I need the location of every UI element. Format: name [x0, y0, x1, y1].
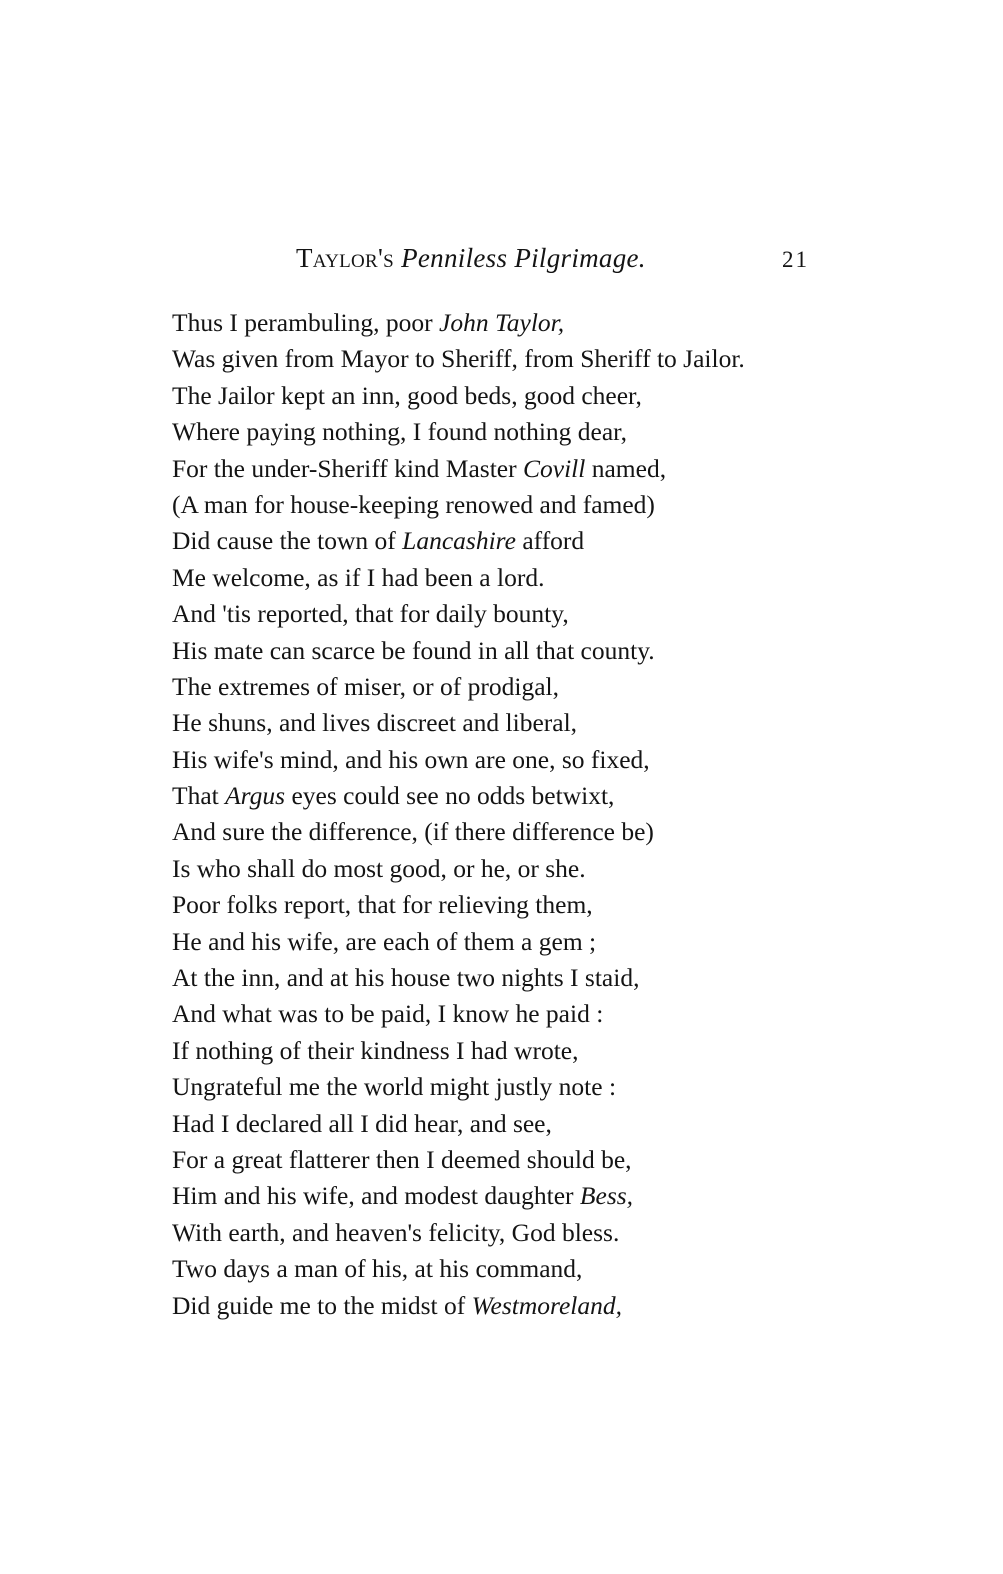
verse-text: Two days a man of his, at his command,	[172, 1254, 583, 1284]
title-author: Taylor's	[296, 243, 395, 273]
verse-italic-text: Bess,	[579, 1181, 634, 1211]
verse-text: named,	[585, 453, 667, 483]
verse-text: And 'tis reported, that for daily bounty,	[172, 599, 569, 629]
verse-italic-text: Westmoreland,	[471, 1290, 622, 1320]
verse-text: He and his wife, are each of them a gem ;	[172, 926, 597, 956]
verse-text: The Jailor kept an inn, good beds, good cheer,	[172, 380, 642, 410]
verse-text: He shuns, and lives discreet and liberal,	[172, 708, 578, 738]
verse-italic-text: Covill	[523, 453, 586, 483]
verse-line	[172, 1251, 832, 1287]
verse-line	[172, 1178, 832, 1214]
verse-line	[172, 633, 832, 669]
verse-text: For the under-Sheriff kind Master	[172, 453, 523, 483]
verse-line	[172, 1106, 832, 1142]
verse-text: The extremes of miser, or of prodigal,	[172, 671, 560, 701]
verse-line	[172, 742, 832, 778]
verse-line	[172, 960, 832, 996]
verse-text: And sure the difference, (if there difference be)	[172, 817, 654, 847]
verse-line	[172, 1033, 832, 1069]
verse-line	[172, 705, 832, 741]
verse-line	[172, 1215, 832, 1251]
verse-text: Did cause the town of	[172, 526, 403, 556]
verse-text: That	[172, 781, 226, 811]
verse-line	[172, 1069, 832, 1105]
title-work: Penniless Pilgrimage.	[401, 243, 646, 273]
verse-line	[172, 305, 832, 341]
verse-line	[172, 341, 832, 377]
verse-italic-text: Lancashire	[402, 526, 516, 556]
verse-text: Him and his wife, and modest daughter	[172, 1181, 580, 1211]
verse-text: And what was to be paid, I know he paid :	[172, 999, 604, 1029]
verse-italic-text: Argus	[225, 781, 286, 811]
verse-text: With earth, and heaven's felicity, God bless.	[172, 1217, 620, 1247]
verse-line	[172, 924, 832, 960]
running-header	[0, 243, 1003, 283]
verse-line	[172, 887, 832, 923]
verse-line	[172, 669, 832, 705]
verse-text: afford	[515, 526, 585, 556]
verse-italic-text: John Taylor,	[439, 308, 565, 337]
verse-text: Ungrateful me the world might justly note :	[172, 1072, 617, 1102]
verse-text: eyes could see no odds betwixt,	[285, 781, 615, 811]
verse-text: His wife's mind, and his own are one, so fixed,	[172, 744, 650, 774]
verse-line	[172, 778, 832, 814]
verse-text: (A man for house-keeping renowed and famed)	[172, 489, 655, 519]
verse-text: Had I declared all I did hear, and see,	[172, 1108, 552, 1138]
verse-body	[172, 305, 832, 1324]
verse-line	[172, 414, 832, 450]
verse-line	[172, 378, 832, 414]
verse-text: Is who shall do most good, or he, or she.	[172, 853, 586, 883]
verse-line	[172, 851, 832, 887]
verse-text: At the inn, and at his house two nights I staid,	[172, 963, 640, 993]
page-number: 21	[782, 247, 809, 272]
verse-text: For a great flatterer then I deemed should be,	[172, 1144, 632, 1174]
verse-line	[172, 1142, 832, 1178]
verse-text: Did guide me to the midst of	[172, 1290, 472, 1320]
verse-line	[172, 1288, 832, 1324]
verse-line	[172, 523, 832, 559]
verse-text: His mate can scarce be found in all that county.	[172, 635, 655, 665]
verse-text: Poor folks report, that for relieving them,	[172, 890, 593, 920]
verse-line	[172, 996, 832, 1032]
verse-text: Thus I perambuling, poor	[172, 308, 439, 337]
verse-text: Was given from Mayor to Sheriff, from Sheriff to Jailor.	[172, 344, 745, 374]
verse-line	[172, 451, 832, 487]
verse-line	[172, 814, 832, 850]
running-title	[296, 243, 646, 274]
verse-line	[172, 596, 832, 632]
verse-text: If nothing of their kindness I had wrote,	[172, 1035, 579, 1065]
verse-text: Where paying nothing, I found nothing dear,	[172, 417, 628, 447]
verse-line	[172, 560, 832, 596]
verse-text: Me welcome, as if I had been a lord.	[172, 562, 545, 592]
verse-line	[172, 487, 832, 523]
